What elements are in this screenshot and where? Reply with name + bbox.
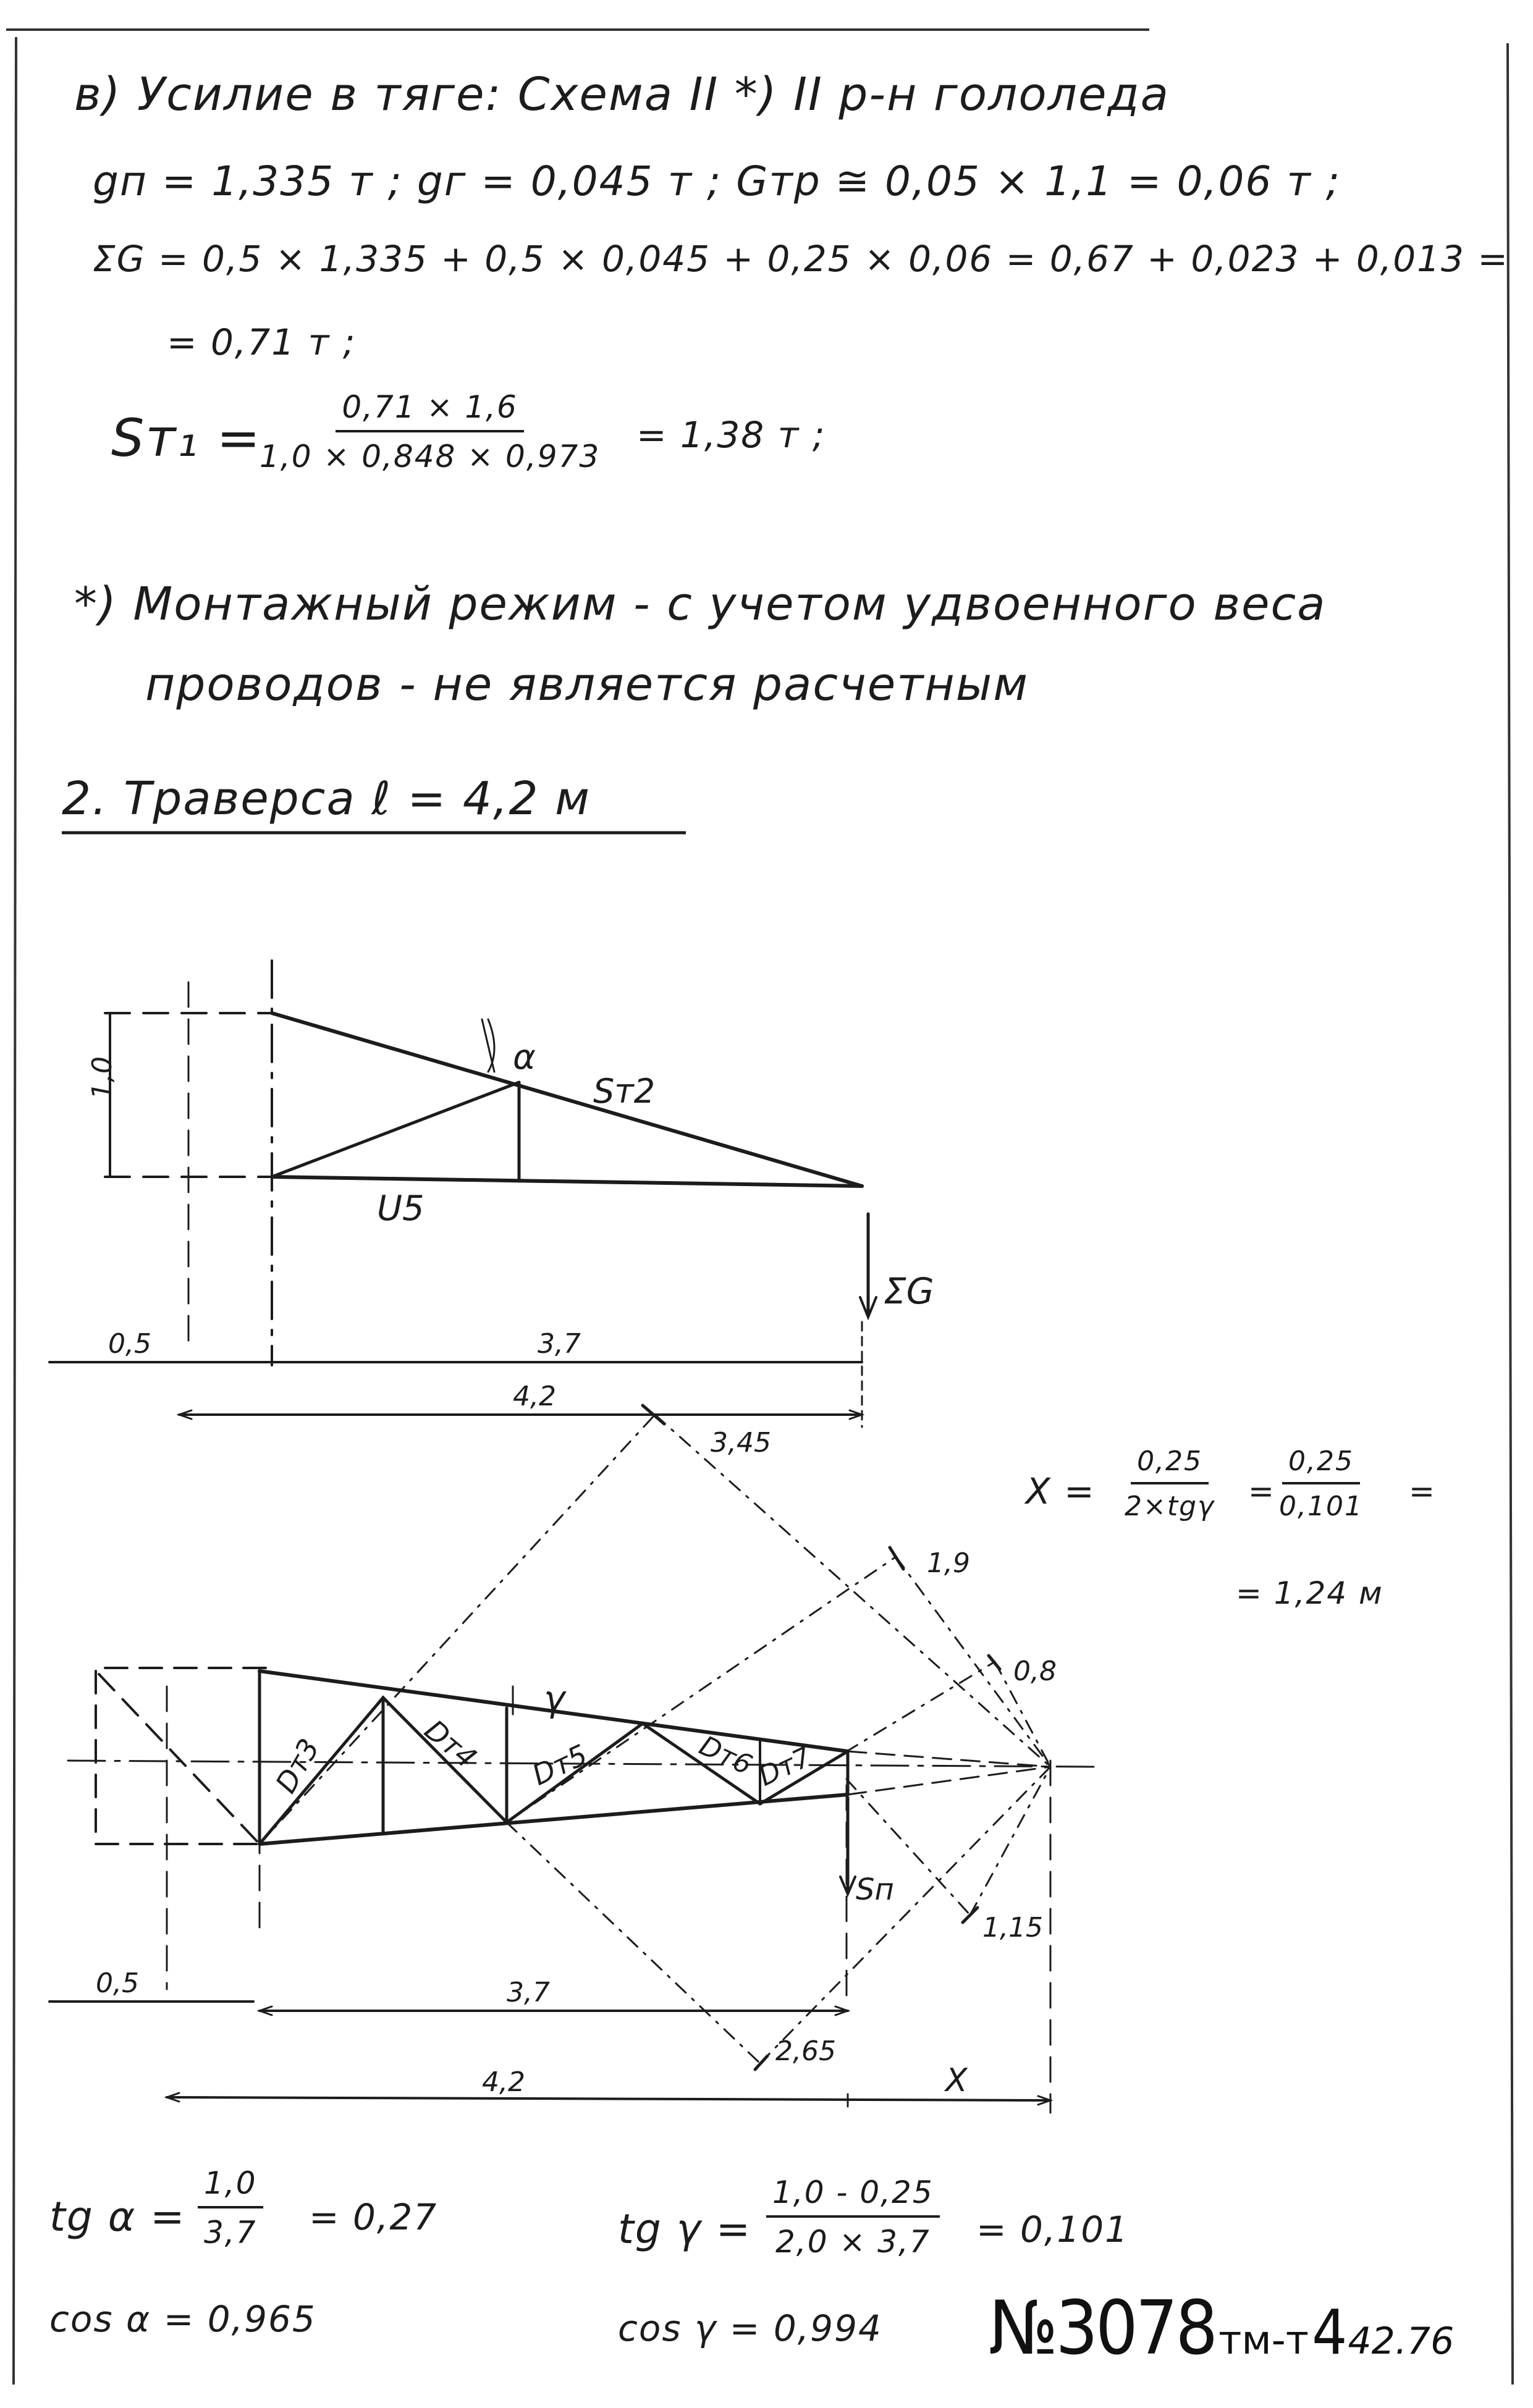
elev-dim-total: 4,2 <box>513 1381 556 1412</box>
stamp-series: тм-т <box>1218 2318 1309 2364</box>
section-2-title: 2. Траверса ℓ = 4,2 м <box>62 772 591 825</box>
plan-dim-left: 0,5 <box>96 1968 139 1999</box>
tg-alpha-lhs: tg α = <box>49 2193 186 2241</box>
cos-alpha: cos α = 0,965 <box>49 2298 316 2340</box>
sum-result-line: = 0,71 т ; <box>167 321 357 363</box>
height-label: 1,0 <box>87 1056 118 1100</box>
tg-gamma-num: 1,0 - 0,25 <box>766 2174 940 2218</box>
x-formula-frac-2 <box>1273 1446 1369 1522</box>
tg-alpha-den: 3,7 <box>204 2215 257 2250</box>
x-formula-den-1: 2×tgγ <box>1125 1491 1215 1522</box>
tg-gamma-frac <box>766 2174 940 2260</box>
x-formula-lhs: X = <box>1026 1470 1096 1512</box>
arm-1-15-label: 1,15 <box>982 1912 1043 1943</box>
stamp-number: №3078 <box>989 2286 1216 2372</box>
x-formula-num-2: 0,25 <box>1282 1446 1360 1484</box>
section-v-header: в) Усилие в тяге: Схема II *) II р-н гололеда <box>74 68 1170 121</box>
u5-label: U5 <box>377 1189 424 1229</box>
arm-3-45-label: 3,45 <box>711 1427 771 1459</box>
tg-gamma-rhs: = 0,101 <box>976 2208 1130 2250</box>
elev-dim-main: 3,7 <box>538 1328 581 1360</box>
arm-3-45-line <box>260 1415 655 1844</box>
tg-gamma-den: 2,0 × 3,7 <box>775 2224 931 2260</box>
stamp-sheet: 4 <box>1312 2296 1345 2368</box>
sum-g-load-label: ΣG <box>884 1270 934 1312</box>
d6-label: Dт6 <box>694 1730 757 1782</box>
d4-label: Dт4 <box>418 1713 483 1775</box>
plan-dim-x: X <box>945 2062 968 2099</box>
stamp-code: 42.76 <box>1348 2320 1455 2363</box>
footnote-line-1: *) Монтажный режим - с учетом удвоенного веса <box>74 578 1327 631</box>
x-formula-eq: = <box>1248 1473 1275 1509</box>
tg-alpha-num: 1,0 <box>198 2165 263 2208</box>
x-formula-frac-1 <box>1118 1446 1221 1522</box>
arm-1-9-label: 1,9 <box>927 1547 970 1579</box>
x-formula-den-2: 0,101 <box>1279 1491 1363 1522</box>
tg-alpha-rhs: = 0,27 <box>309 2196 438 2238</box>
cos-gamma: cos γ = 0,994 <box>618 2307 882 2349</box>
st1-denominator: 1,0 × 0,848 × 0,973 <box>260 439 601 474</box>
d5-label: Dт5 <box>527 1738 593 1792</box>
alpha-label: α <box>513 1037 536 1077</box>
plan-dim-total: 4,2 <box>482 2066 525 2098</box>
gamma-label: γ <box>544 1678 565 1720</box>
elev-dim-left: 0,5 <box>108 1328 151 1360</box>
tg-alpha-frac <box>198 2165 263 2250</box>
sum-line: ΣG = 0,5 × 1,335 + 0,5 × 0,045 + 0,25 × 0,06 = 0,67 + 0,023 + 0,013 = <box>93 238 1509 280</box>
tg-gamma-lhs: tg γ = <box>618 2205 752 2253</box>
st1-label: Sт₁ = <box>111 408 262 468</box>
footnote-line-2: проводов - не является расчетным <box>145 658 1029 711</box>
d3-label: Dт3 <box>269 1733 326 1799</box>
x-formula-num-1: 0,25 <box>1131 1446 1209 1484</box>
st1-result: = 1,38 т ; <box>636 414 826 456</box>
plan-dim-main: 3,7 <box>507 1977 550 2008</box>
d7-label: Dт7 <box>754 1741 817 1793</box>
st1-numerator: 0,71 × 1,6 <box>336 389 524 432</box>
document-stamp <box>989 2286 1454 2372</box>
arm-1-9-line <box>507 1557 896 1822</box>
arm-0-8-label: 0,8 <box>1013 1656 1057 1687</box>
sn-label: Sп <box>856 1872 894 1907</box>
arm-2-65-label: 2,65 <box>775 2035 836 2067</box>
st2-label: Sт2 <box>593 1072 656 1111</box>
x-formula-tail: = <box>1409 1473 1436 1509</box>
plan-left-dashed-box <box>96 1668 266 1844</box>
arm-2-65-line <box>507 1822 760 2063</box>
arm-0-8-line <box>760 1662 995 1804</box>
loads-line: gп = 1,335 т ; gг = 0,045 т ; Gтр ≅ 0,05 × 1,1 = 0,06 т ; <box>93 158 1341 205</box>
x-formula-result: = 1,24 м <box>1236 1575 1383 1611</box>
